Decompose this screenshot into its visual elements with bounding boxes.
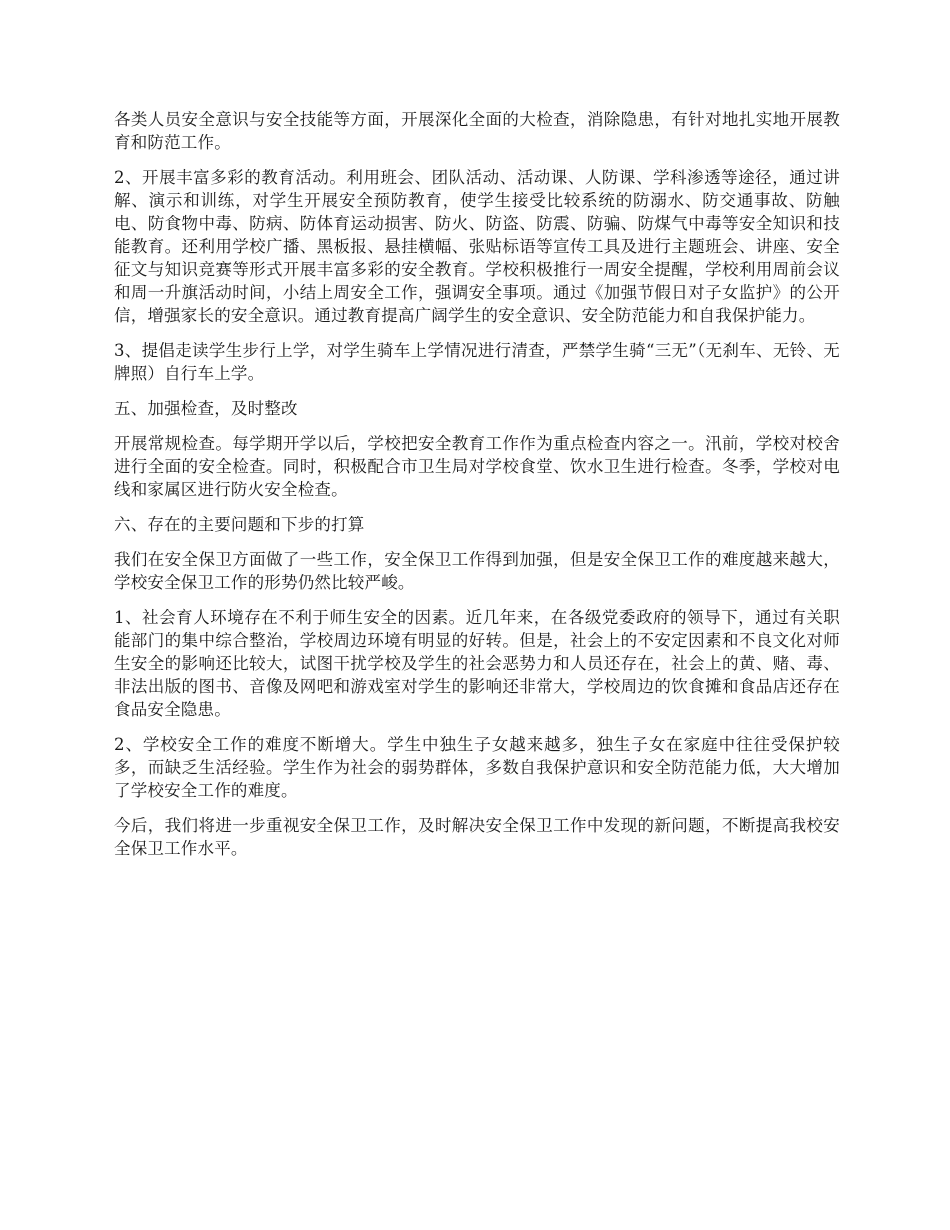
paragraph-future-plan: 今后，我们将进一步重视安全保卫工作，及时解决安全保卫工作中发现的新问题，不断提高我校安全保卫工作水平。 (114, 816, 840, 858)
paragraph-routine-inspection: 开展常规检查。每学期开学以后，学校把安全教育工作作为重点检查内容之一。汛前，学校对校舍进行全面的安全检查。同时，积极配合市卫生局对学校食堂、饮水卫生进行检查。冬季，学校对电线和家属区进行防火安全检查。 (114, 434, 840, 499)
paragraph-increasing-difficulty: 2、学校安全工作的难度不断增大。学生中独生子女越来越多，独生子女在家庭中往往受保护较多，而缺乏生活经验。学生作为社会的弱势群体，多数自我保护意识和安全防范能力低，大大增加了学校安全工作的难度。 (114, 735, 840, 800)
paragraph-safety-inspection-intro: 各类人员安全意识与安全技能等方面，开展深化全面的大检查，消除隐患，有针对地扎实地开展教育和防范工作。 (114, 110, 840, 152)
paragraph-education-activities: 2、开展丰富多彩的教育活动。利用班会、团队活动、活动课、人防课、学科渗透等途径，通过讲解、演示和训练，对学生开展安全预防教育，使学生接受比较系统的防溺水、防交通事故、防触电、防食物中毒、防病、防体育运动损害、防火、防盗、防震、防骗、防煤气中毒等安全知识和技能教育。还利用学校广播、黑板报、悬挂横幅、张贴标语等宣传工具及进行主题班会、讲座、安全征文与知识竞赛等形式开展丰富多彩的安全教育。学校积极推行一周安全提醒，学校利用周前会议和周一升旗活动时间，小结上周安全工作，强调安全事项。通过《加强节假日对子女监护》的公开信，增强家长的安全意识。通过教育提高广阔学生的安全意识、安全防范能力和自我保护能力。 (114, 168, 840, 325)
document-body (114, 108, 840, 872)
paragraph-situation-summary: 我们在安全保卫方面做了一些工作，安全保卫工作得到加强，但是安全保卫工作的难度越来越大，学校安全保卫工作的形势仍然比较严峻。 (114, 550, 840, 592)
section-heading-inspection: 五、加强检查，及时整改 (114, 399, 298, 418)
section-heading-problems-plans: 六、存在的主要问题和下步的打算 (114, 515, 365, 534)
paragraph-walking-to-school: 3、提倡走读学生步行上学，对学生骑车上学情况进行清查，严禁学生骑“三无”（无刹车、无铃、无牌照）自行车上学。 (114, 341, 840, 383)
paragraph-social-environment: 1、社会育人环境存在不利于师生安全的因素。近几年来，在各级党委政府的领导下，通过有关职能部门的集中综合整治，学校周边环境有明显的好转。但是，社会上的不安定因素和不良文化对师生安全的影响还比较大，试图干扰学校及学生的社会恶势力和人员还存在，社会上的黄、赌、毒、非法出版的图书、音像及网吧和游戏室对学生的影响还非常大，学校周边的饮食摊和食品店还存在食品安全隐患。 (114, 608, 840, 719)
